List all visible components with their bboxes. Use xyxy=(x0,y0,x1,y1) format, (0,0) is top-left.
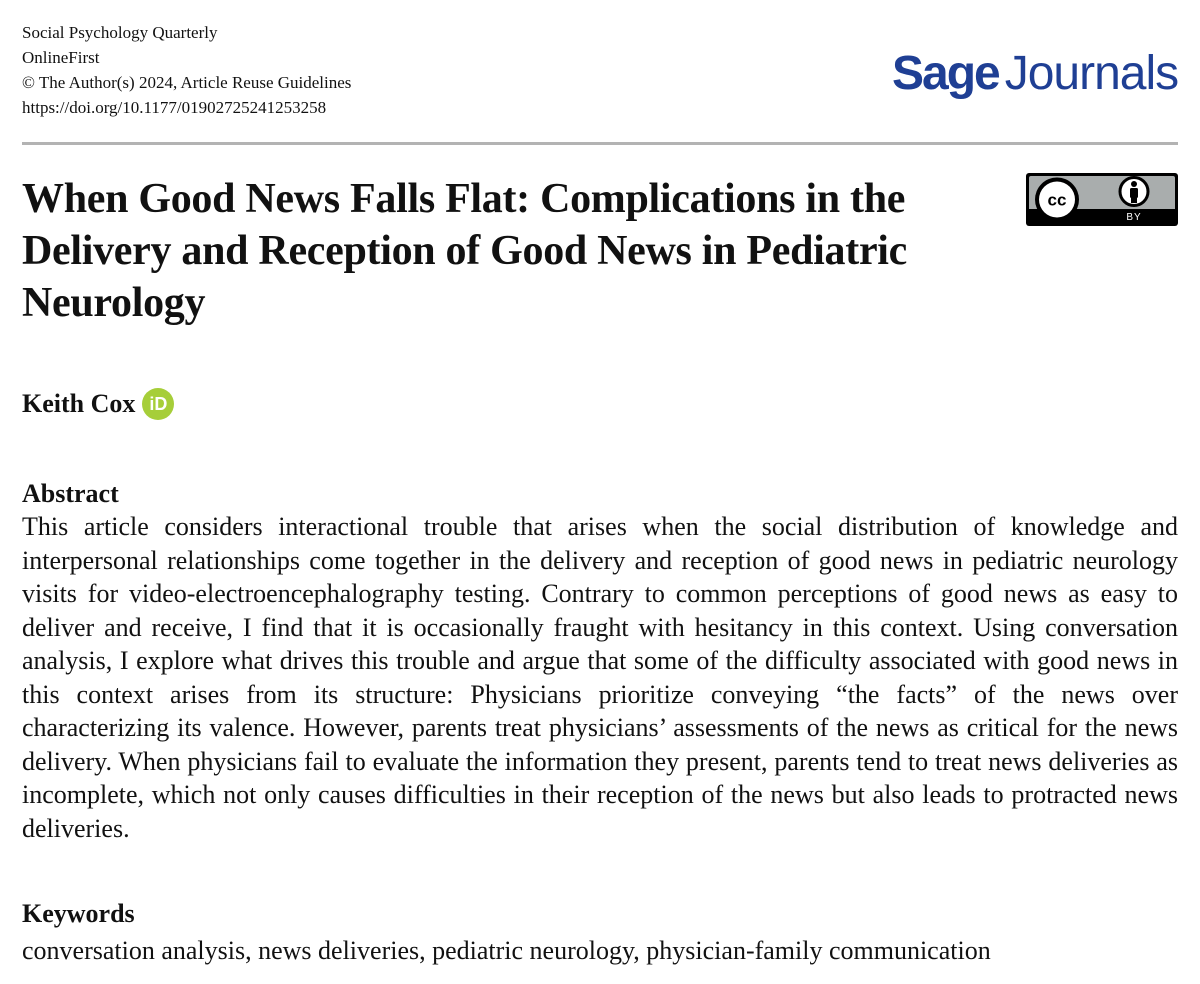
author-line xyxy=(22,388,174,420)
abstract-heading: Abstract xyxy=(22,479,119,508)
logo-word-journals: Journals xyxy=(1004,47,1179,100)
journal-meta xyxy=(22,20,351,120)
abstract-text: This article considers interactional trouble that arises when the social distribution of knowledge and interpersonal relationships come together in the delivery and reception of good news in pediatric neurology visits for video-electroencephalography testing. Contrary to common perceptions of good news as easy to deliver and receive, I find that it is occasionally fraught with hesitancy in this context. Using conversation analysis, I explore what drives this trouble and argue that some of the difficulty associated with good news in this context arises from its structure: Physicians prioritize conveying “the facts” of the news over characterizing its valence. However, parents treat physicians’ assessments of the news as critical for the news delivery. When physicians fail to evaluate the information they present, parents tend to treat news deliveries as incomplete, which not only causes difficulties in their reception of the news but also leads to protracted news deliveries. xyxy=(22,512,1178,843)
by-label: BY xyxy=(1126,212,1142,223)
cc-by-license-badge[interactable] xyxy=(1025,172,1179,227)
sage-journals-logo xyxy=(892,44,1178,104)
author-name[interactable]: Keith Cox xyxy=(22,389,136,418)
cc-icon: cc xyxy=(1047,190,1067,210)
keywords-heading: Keywords xyxy=(22,899,135,928)
attribution-legs xyxy=(1131,196,1137,203)
copyright-line[interactable]: © The Author(s) 2024, Article Reuse Guidelines xyxy=(22,73,352,92)
doi-link[interactable]: https://doi.org/10.1177/01902725241253258 xyxy=(22,98,327,117)
header-divider xyxy=(22,142,1178,145)
logo-word-sage: Sage xyxy=(892,47,999,100)
publication-status: OnlineFirst xyxy=(22,48,100,67)
attribution-head xyxy=(1131,181,1137,187)
orcid-icon[interactable]: iD xyxy=(142,388,174,420)
journal-name: Social Psychology Quarterly xyxy=(22,23,218,42)
keywords-list: conversation analysis, news deliveries, pediatric neurology, physician-family communication xyxy=(22,936,991,965)
article-title: When Good News Falls Flat: Complications in the Delivery and Reception of Good News in Pediatric Neurology xyxy=(22,176,907,326)
